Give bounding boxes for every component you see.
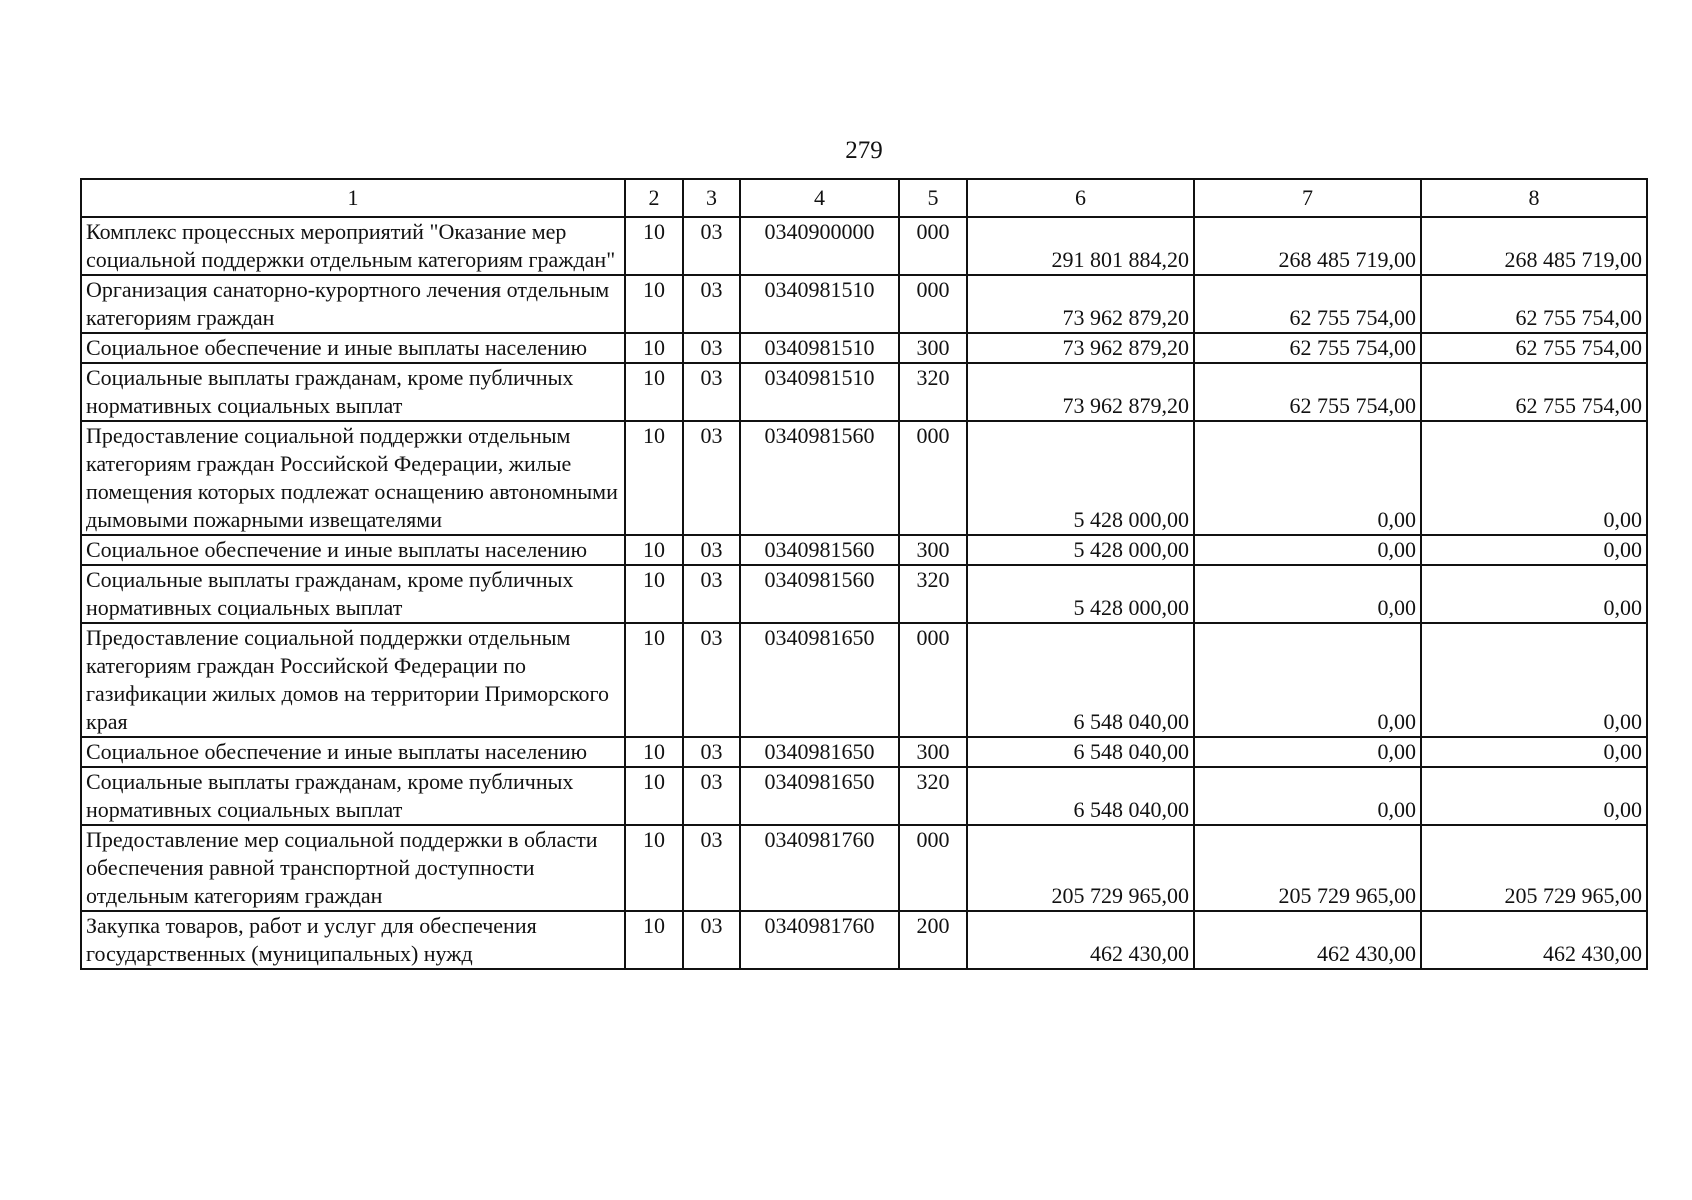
razdel-code: 10: [625, 363, 683, 421]
amount-col-8: 268 485 719,00: [1421, 217, 1647, 275]
table-row: [81, 911, 1647, 969]
row-name: Комплекс процессных мероприятий "Оказание мер социальной поддержки отдельным категориям граждан": [81, 217, 625, 275]
amount-col-6: 6 548 040,00: [967, 767, 1194, 825]
expense-type-code: 320: [899, 767, 967, 825]
podrazdel-code: 03: [683, 565, 740, 623]
target-article-code: 0340981760: [740, 825, 899, 911]
table-row: [81, 363, 1647, 421]
amount-col-6: 5 428 000,00: [967, 535, 1194, 565]
target-article-code: 0340981510: [740, 363, 899, 421]
budget-table: [80, 178, 1648, 970]
column-header: 1: [81, 179, 625, 217]
razdel-code: 10: [625, 737, 683, 767]
row-name: Социальные выплаты гражданам, кроме публичных нормативных социальных выплат: [81, 767, 625, 825]
expense-type-code: 000: [899, 825, 967, 911]
row-name: Предоставление социальной поддержки отдельным категориям граждан Российской Федерации по газификации жилых домов на территории Приморского края: [81, 623, 625, 737]
row-name: Предоставление мер социальной поддержки в области обеспечения равной транспортной доступности отдельным категориям граждан: [81, 825, 625, 911]
row-name: Социальные выплаты гражданам, кроме публичных нормативных социальных выплат: [81, 363, 625, 421]
table-row: [81, 737, 1647, 767]
podrazdel-code: 03: [683, 275, 740, 333]
amount-col-7: 0,00: [1194, 767, 1421, 825]
target-article-code: 0340981560: [740, 535, 899, 565]
table-row: [81, 333, 1647, 363]
razdel-code: 10: [625, 767, 683, 825]
podrazdel-code: 03: [683, 363, 740, 421]
table-header-row: [81, 179, 1647, 217]
column-header: 5: [899, 179, 967, 217]
amount-col-8: 462 430,00: [1421, 911, 1647, 969]
amount-col-7: 462 430,00: [1194, 911, 1421, 969]
amount-col-7: 62 755 754,00: [1194, 363, 1421, 421]
table-row: [81, 535, 1647, 565]
table-row: [81, 565, 1647, 623]
amount-col-8: 205 729 965,00: [1421, 825, 1647, 911]
expense-type-code: 200: [899, 911, 967, 969]
target-article-code: 0340981560: [740, 565, 899, 623]
expense-type-code: 000: [899, 623, 967, 737]
podrazdel-code: 03: [683, 421, 740, 535]
amount-col-6: 5 428 000,00: [967, 565, 1194, 623]
podrazdel-code: 03: [683, 623, 740, 737]
amount-col-6: 291 801 884,20: [967, 217, 1194, 275]
podrazdel-code: 03: [683, 825, 740, 911]
amount-col-6: 6 548 040,00: [967, 623, 1194, 737]
podrazdel-code: 03: [683, 737, 740, 767]
row-name: Закупка товаров, работ и услуг для обеспечения государственных (муниципальных) нужд: [81, 911, 625, 969]
expense-type-code: 300: [899, 737, 967, 767]
expense-type-code: 300: [899, 333, 967, 363]
target-article-code: 0340981650: [740, 623, 899, 737]
table-row: [81, 217, 1647, 275]
amount-col-7: 0,00: [1194, 623, 1421, 737]
amount-col-8: 62 755 754,00: [1421, 363, 1647, 421]
row-name: Социальное обеспечение и иные выплаты населению: [81, 535, 625, 565]
amount-col-8: 0,00: [1421, 767, 1647, 825]
amount-col-8: 0,00: [1421, 565, 1647, 623]
column-header: 2: [625, 179, 683, 217]
expense-type-code: 000: [899, 421, 967, 535]
podrazdel-code: 03: [683, 767, 740, 825]
amount-col-8: 62 755 754,00: [1421, 275, 1647, 333]
amount-col-7: 62 755 754,00: [1194, 275, 1421, 333]
razdel-code: 10: [625, 333, 683, 363]
row-name: Социальное обеспечение и иные выплаты населению: [81, 333, 625, 363]
expense-type-code: 000: [899, 275, 967, 333]
razdel-code: 10: [625, 565, 683, 623]
razdel-code: 10: [625, 421, 683, 535]
amount-col-7: 205 729 965,00: [1194, 825, 1421, 911]
podrazdel-code: 03: [683, 217, 740, 275]
amount-col-6: 73 962 879,20: [967, 275, 1194, 333]
amount-col-7: 0,00: [1194, 565, 1421, 623]
amount-col-6: 73 962 879,20: [967, 363, 1194, 421]
amount-col-6: 73 962 879,20: [967, 333, 1194, 363]
amount-col-8: 0,00: [1421, 623, 1647, 737]
column-header: 4: [740, 179, 899, 217]
target-article-code: 0340981650: [740, 737, 899, 767]
podrazdel-code: 03: [683, 535, 740, 565]
expense-type-code: 320: [899, 363, 967, 421]
column-header: 3: [683, 179, 740, 217]
razdel-code: 10: [625, 911, 683, 969]
row-name: Социальные выплаты гражданам, кроме публичных нормативных социальных выплат: [81, 565, 625, 623]
razdel-code: 10: [625, 275, 683, 333]
table-row: [81, 825, 1647, 911]
podrazdel-code: 03: [683, 911, 740, 969]
page-number: 279: [845, 137, 883, 164]
column-header: 8: [1421, 179, 1647, 217]
amount-col-7: 62 755 754,00: [1194, 333, 1421, 363]
target-article-code: 0340981560: [740, 421, 899, 535]
amount-col-6: 5 428 000,00: [967, 421, 1194, 535]
row-name: Социальное обеспечение и иные выплаты населению: [81, 737, 625, 767]
razdel-code: 10: [625, 535, 683, 565]
razdel-code: 10: [625, 217, 683, 275]
podrazdel-code: 03: [683, 333, 740, 363]
amount-col-6: 205 729 965,00: [967, 825, 1194, 911]
amount-col-8: 0,00: [1421, 535, 1647, 565]
table-row: [81, 623, 1647, 737]
amount-col-8: 62 755 754,00: [1421, 333, 1647, 363]
target-article-code: 0340900000: [740, 217, 899, 275]
row-name: Предоставление социальной поддержки отдельным категориям граждан Российской Федерации, жилые помещения которых подлежат оснащению автономными дымовыми пожарными извещателями: [81, 421, 625, 535]
expense-type-code: 320: [899, 565, 967, 623]
target-article-code: 0340981510: [740, 275, 899, 333]
column-header: 7: [1194, 179, 1421, 217]
razdel-code: 10: [625, 825, 683, 911]
row-name: Организация санаторно-курортного лечения отдельным категориям граждан: [81, 275, 625, 333]
amount-col-7: 0,00: [1194, 421, 1421, 535]
amount-col-7: 0,00: [1194, 737, 1421, 767]
amount-col-7: 0,00: [1194, 535, 1421, 565]
target-article-code: 0340981650: [740, 767, 899, 825]
expense-type-code: 000: [899, 217, 967, 275]
amount-col-6: 462 430,00: [967, 911, 1194, 969]
target-article-code: 0340981760: [740, 911, 899, 969]
razdel-code: 10: [625, 623, 683, 737]
amount-col-8: 0,00: [1421, 737, 1647, 767]
table-row: [81, 275, 1647, 333]
expense-type-code: 300: [899, 535, 967, 565]
column-header: 6: [967, 179, 1194, 217]
target-article-code: 0340981510: [740, 333, 899, 363]
amount-col-7: 268 485 719,00: [1194, 217, 1421, 275]
table-row: [81, 767, 1647, 825]
amount-col-8: 0,00: [1421, 421, 1647, 535]
amount-col-6: 6 548 040,00: [967, 737, 1194, 767]
table-row: [81, 421, 1647, 535]
